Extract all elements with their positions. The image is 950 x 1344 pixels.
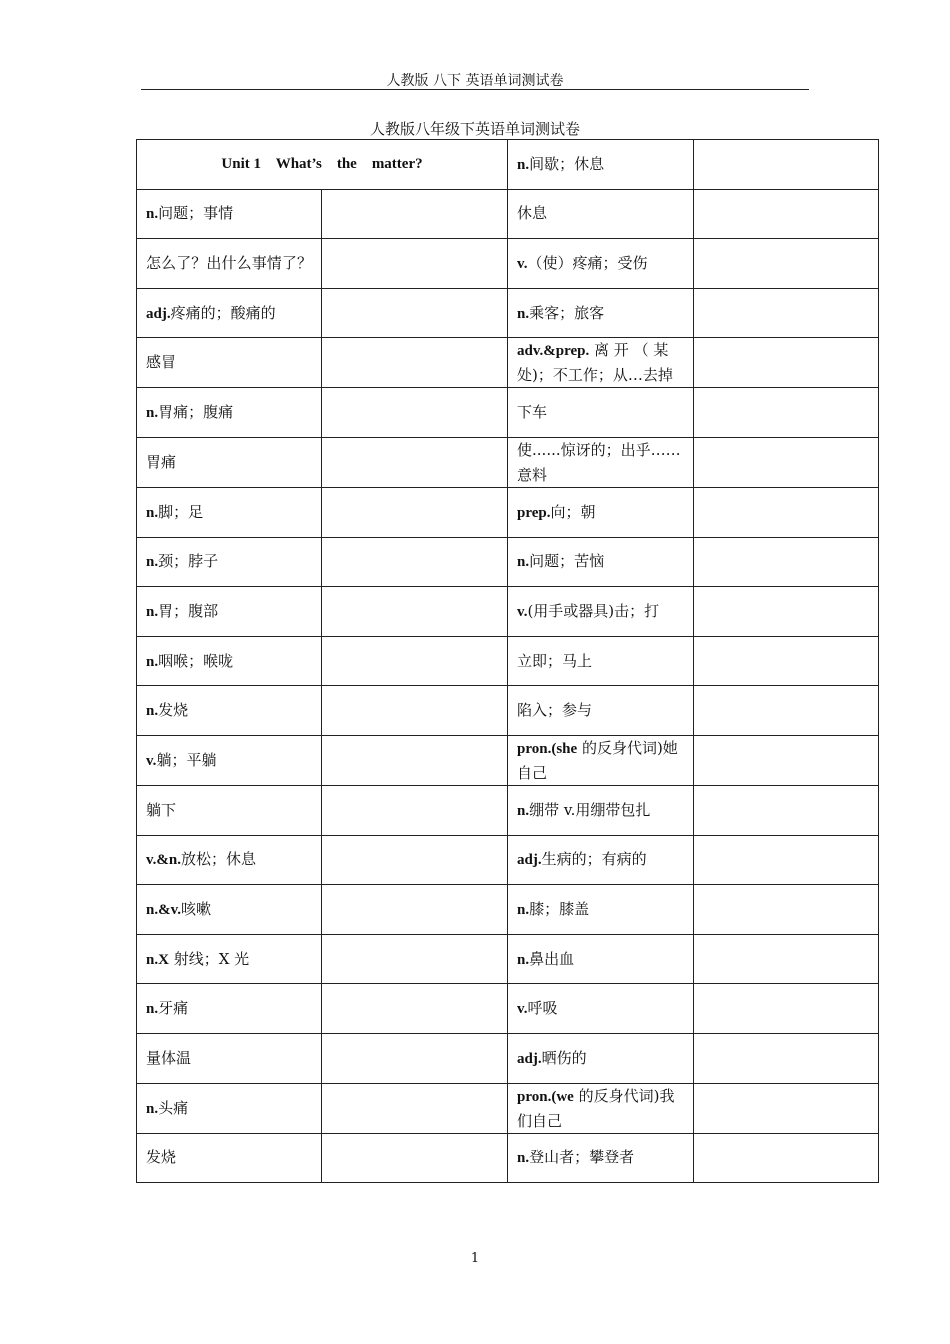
answer-cell[interactable] [322, 1033, 508, 1083]
prompt-cell [137, 189, 322, 239]
prompt-cell [137, 487, 322, 537]
answer-cell[interactable] [322, 189, 508, 239]
table-row [137, 189, 879, 239]
prompt-cell [137, 984, 322, 1034]
part-of-speech: n. [146, 603, 159, 620]
answer-cell[interactable] [322, 934, 508, 984]
part-of-speech: n. [517, 901, 530, 918]
part-of-speech: v. [517, 1001, 528, 1018]
prompt-cell [508, 636, 694, 686]
part-of-speech: pron.(she [517, 740, 578, 757]
prompt-cell [137, 388, 322, 438]
unit-heading: Unit 1 What’s the matter? [137, 140, 508, 190]
answer-cell[interactable] [322, 885, 508, 935]
table-row [137, 1083, 879, 1133]
meaning: 绷带 v.用绷带包扎 [529, 800, 651, 819]
table-row [137, 785, 879, 835]
answer-cell[interactable] [694, 1083, 879, 1133]
table-row [137, 140, 879, 190]
answer-cell[interactable] [322, 1083, 508, 1133]
answer-cell[interactable] [694, 1133, 879, 1183]
prompt-cell [508, 934, 694, 984]
table-row [137, 437, 879, 487]
prompt-cell [508, 1083, 694, 1133]
running-header: 人教版 八下 英语单词测试卷 [386, 73, 564, 89]
table-row [137, 487, 879, 537]
table-row [137, 686, 879, 736]
answer-cell[interactable] [694, 288, 879, 338]
part-of-speech: v. [517, 255, 528, 272]
prompt-cell [137, 735, 322, 785]
page-number: 1 [470, 1251, 480, 1266]
part-of-speech: n. [146, 1001, 159, 1018]
part-of-speech: pron.(we [517, 1088, 574, 1105]
part-of-speech: v.&n. [146, 852, 182, 869]
part-of-speech: n. [146, 405, 159, 422]
prompt-cell [508, 587, 694, 637]
meaning: 向；朝 [550, 502, 596, 521]
table-row [137, 388, 879, 438]
part-of-speech: adj. [517, 1050, 542, 1067]
prompt-cell [137, 785, 322, 835]
part-of-speech: n. [517, 951, 530, 968]
meaning: 放松；休息 [181, 850, 257, 869]
meaning: 问题；事情 [158, 204, 234, 223]
meaning: 休息 [517, 204, 548, 223]
meaning: 生病的；有病的 [541, 850, 647, 869]
prompt-cell [508, 487, 694, 537]
meaning: 躺下 [146, 800, 177, 819]
meaning: 的反身代词)我们自己 [517, 1086, 675, 1130]
answer-cell[interactable] [694, 1033, 879, 1083]
answer-cell[interactable] [694, 885, 879, 935]
prompt-cell [137, 587, 322, 637]
meaning: 胃痛；腹痛 [158, 403, 234, 422]
answer-cell[interactable] [322, 636, 508, 686]
answer-cell[interactable] [694, 487, 879, 537]
meaning: 晒伤的 [541, 1048, 587, 1067]
prompt-cell [137, 288, 322, 338]
table-row [137, 587, 879, 637]
prompt-cell [137, 537, 322, 587]
answer-cell[interactable] [694, 686, 879, 736]
meaning: （使）疼痛；受伤 [527, 253, 648, 272]
prompt-cell [508, 984, 694, 1034]
table-row [137, 1033, 879, 1083]
meaning: 脚；足 [158, 502, 204, 521]
answer-cell[interactable] [322, 735, 508, 785]
prompt-cell [508, 239, 694, 289]
part-of-speech: v. [146, 752, 157, 769]
answer-cell[interactable] [694, 735, 879, 785]
vocabulary-table [136, 139, 879, 1183]
prompt-cell [508, 686, 694, 736]
answer-cell[interactable] [322, 835, 508, 885]
meaning: 咳嗽 [181, 899, 212, 918]
document-title: 人教版八年级下英语单词测试卷 [369, 120, 580, 138]
meaning: (用手或器具)击；打 [527, 601, 660, 620]
table-row [137, 636, 879, 686]
meaning: 间歇；休息 [529, 154, 605, 173]
meaning: 问题；苦恼 [529, 552, 605, 571]
answer-cell[interactable] [322, 487, 508, 537]
table-row [137, 239, 879, 289]
meaning: 膝；膝盖 [529, 899, 590, 918]
answer-cell[interactable] [322, 984, 508, 1034]
meaning: 离 开 （ 某处)；不工作；从…去掉 [517, 341, 673, 385]
meaning: 胃；腹部 [158, 601, 219, 620]
answer-cell[interactable] [322, 587, 508, 637]
answer-cell[interactable] [694, 140, 879, 190]
answer-cell[interactable] [322, 785, 508, 835]
part-of-speech: n. [517, 156, 530, 173]
part-of-speech: n.&v. [146, 901, 182, 918]
prompt-cell [137, 338, 322, 388]
answer-cell[interactable] [322, 537, 508, 587]
answer-cell[interactable] [694, 338, 879, 388]
meaning: 量体温 [146, 1048, 192, 1067]
table-row [137, 1133, 879, 1183]
meaning: 使......惊讶的；出乎……意料 [517, 440, 681, 484]
meaning: 射线；X 光 [168, 949, 250, 968]
meaning: 牙痛 [158, 999, 189, 1018]
prompt-cell [137, 686, 322, 736]
answer-cell[interactable] [322, 288, 508, 338]
meaning: 感冒 [146, 353, 177, 372]
prompt-cell [508, 537, 694, 587]
part-of-speech: adj. [146, 305, 171, 322]
answer-cell[interactable] [322, 437, 508, 487]
prompt-cell [508, 140, 694, 190]
part-of-speech: n. [146, 206, 159, 223]
table-row [137, 338, 879, 388]
part-of-speech: v. [517, 603, 528, 620]
answer-cell[interactable] [694, 835, 879, 885]
part-of-speech: n. [517, 554, 530, 571]
table-row [137, 885, 879, 935]
part-of-speech: adj. [517, 852, 542, 869]
part-of-speech: n. [146, 504, 159, 521]
prompt-cell [508, 785, 694, 835]
table-row [137, 984, 879, 1034]
part-of-speech: n. [146, 554, 159, 571]
meaning: 登山者；攀登者 [529, 1148, 635, 1167]
prompt-cell [137, 1133, 322, 1183]
prompt-cell [137, 835, 322, 885]
answer-cell[interactable] [694, 189, 879, 239]
prompt-cell [508, 835, 694, 885]
meaning: 胃痛 [146, 452, 177, 471]
part-of-speech: prep. [517, 504, 551, 521]
meaning: 发烧 [146, 1148, 177, 1167]
meaning: 怎么了？出什么事情了？ [146, 253, 312, 272]
prompt-cell [137, 437, 322, 487]
answer-cell[interactable] [322, 239, 508, 289]
meaning: 咽喉；喉咙 [158, 651, 234, 670]
header-divider [141, 89, 809, 90]
prompt-cell [508, 735, 694, 785]
prompt-cell [508, 885, 694, 935]
meaning: 呼吸 [527, 999, 558, 1018]
part-of-speech: n. [517, 305, 530, 322]
meaning: 鼻出血 [529, 949, 575, 968]
answer-cell[interactable] [694, 388, 879, 438]
part-of-speech: n.X [146, 951, 169, 968]
meaning: 下车 [517, 403, 548, 422]
table-row [137, 735, 879, 785]
meaning: 的反身代词)她自己 [517, 738, 678, 782]
prompt-cell [137, 636, 322, 686]
prompt-cell [508, 189, 694, 239]
prompt-cell [508, 338, 694, 388]
answer-cell[interactable] [694, 587, 879, 637]
answer-cell[interactable] [322, 686, 508, 736]
prompt-cell [508, 437, 694, 487]
answer-cell[interactable] [694, 636, 879, 686]
table-row [137, 288, 879, 338]
meaning: 躺；平躺 [156, 750, 217, 769]
prompt-cell [137, 1083, 322, 1133]
part-of-speech: n. [517, 802, 530, 819]
meaning: 立即；马上 [517, 651, 593, 670]
table-row [137, 835, 879, 885]
prompt-cell [137, 239, 322, 289]
meaning: 头痛 [158, 1098, 189, 1117]
part-of-speech: n. [146, 1100, 159, 1117]
table-row [137, 934, 879, 984]
part-of-speech: n. [146, 653, 159, 670]
answer-cell[interactable] [694, 437, 879, 487]
answer-cell[interactable] [694, 239, 879, 289]
prompt-cell [508, 388, 694, 438]
answer-cell[interactable] [322, 338, 508, 388]
prompt-cell [508, 1133, 694, 1183]
part-of-speech: n. [146, 703, 159, 720]
prompt-cell [137, 885, 322, 935]
answer-cell[interactable] [694, 984, 879, 1034]
part-of-speech: n. [517, 1150, 530, 1167]
prompt-cell [508, 288, 694, 338]
answer-cell[interactable] [322, 1133, 508, 1183]
part-of-speech: adv.&prep. [517, 343, 590, 360]
meaning: 乘客；旅客 [529, 303, 605, 322]
meaning: 发烧 [158, 701, 189, 720]
meaning: 疼痛的；酸痛的 [170, 303, 276, 322]
prompt-cell [508, 1033, 694, 1083]
answer-cell[interactable] [694, 537, 879, 587]
table-row [137, 537, 879, 587]
answer-cell[interactable] [694, 934, 879, 984]
meaning: 陷入；参与 [517, 701, 593, 720]
answer-cell[interactable] [322, 388, 508, 438]
prompt-cell [137, 1033, 322, 1083]
meaning: 颈；脖子 [158, 552, 219, 571]
answer-cell[interactable] [694, 785, 879, 835]
prompt-cell [137, 934, 322, 984]
